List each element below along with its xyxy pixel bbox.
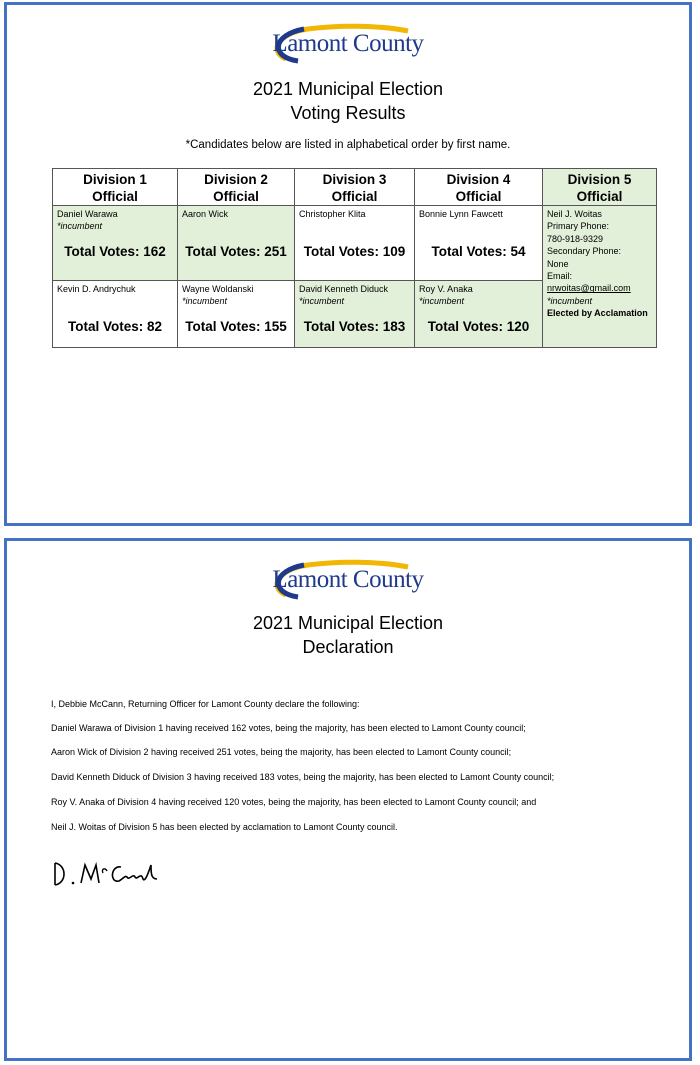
division-1-header: Division 1 Official — [53, 169, 178, 206]
candidate-cell: Daniel Warawa *incumbent Total Votes: 162 — [53, 206, 178, 281]
candidate-cell: Roy V. Anaka *incumbent Total Votes: 120 — [415, 281, 543, 348]
candidate-cell: Wayne Woldanski *incumbent Total Votes: 155 — [178, 281, 295, 348]
division-2-header: Division 2 Official — [178, 169, 295, 206]
division-3-header: Division 3 Official — [295, 169, 415, 206]
declaration-line: David Kenneth Diduck of Division 3 having received 183 votes, being the majority, has been elected to Lamont County council; — [51, 772, 555, 782]
declaration-line: Aaron Wick of Division 2 having received 251 votes, being the majority, has been elected to Lamont County council; — [51, 747, 512, 757]
results-title: 2021 Municipal Election Voting Results — [252, 79, 444, 123]
table-header-row — [53, 169, 657, 206]
declaration-line: Roy V. Anaka of Division 4 having received 120 votes, being the majority, has been elected to Lamont County council; and — [51, 797, 537, 807]
declaration-line: Neil J. Woitas of Division 5 has been elected by acclamation to Lamont County council. — [51, 822, 398, 832]
declaration-page — [4, 538, 692, 1061]
table-row — [53, 206, 657, 281]
candidate-cell: David Kenneth Diduck *incumbent Total Votes: 183 — [295, 281, 415, 348]
candidate-cell: Christopher Klita Total Votes: 109 — [295, 206, 415, 281]
candidate-cell: Bonnie Lynn Fawcett Total Votes: 54 — [415, 206, 543, 281]
declaration-title: 2021 Municipal Election Declaration — [252, 613, 444, 657]
alphabetical-note: *Candidates below are listed in alphabetical order by first name. — [185, 139, 511, 151]
division-4-header: Division 4 Official — [415, 169, 543, 206]
results-page — [4, 2, 692, 526]
declaration-line: I, Debbie McCann, Returning Officer for Lamont County declare the following: — [51, 699, 360, 709]
results-table — [52, 168, 657, 348]
signature — [51, 859, 171, 894]
email-link[interactable]: nrwoitas@gmail.com — [547, 283, 631, 294]
lamont-county-logo: Lamont County — [268, 21, 428, 65]
declaration-line: Daniel Warawa of Division 1 having received 162 votes, being the majority, has been elected to Lamont County council; — [51, 723, 526, 733]
candidate-cell: Kevin D. Andrychuk Total Votes: 82 — [53, 281, 178, 348]
lamont-county-logo: Lamont County — [268, 557, 428, 601]
division-5-candidate-cell: Neil J. Woitas Primary Phone: 780-918-9329 Secondary Phone: None Email: nrwoitas@gmail.com *incumbent Elected by Acclamation — [543, 206, 657, 348]
division-5-header: Division 5 Official — [543, 169, 657, 206]
candidate-cell: Aaron Wick Total Votes: 251 — [178, 206, 295, 281]
